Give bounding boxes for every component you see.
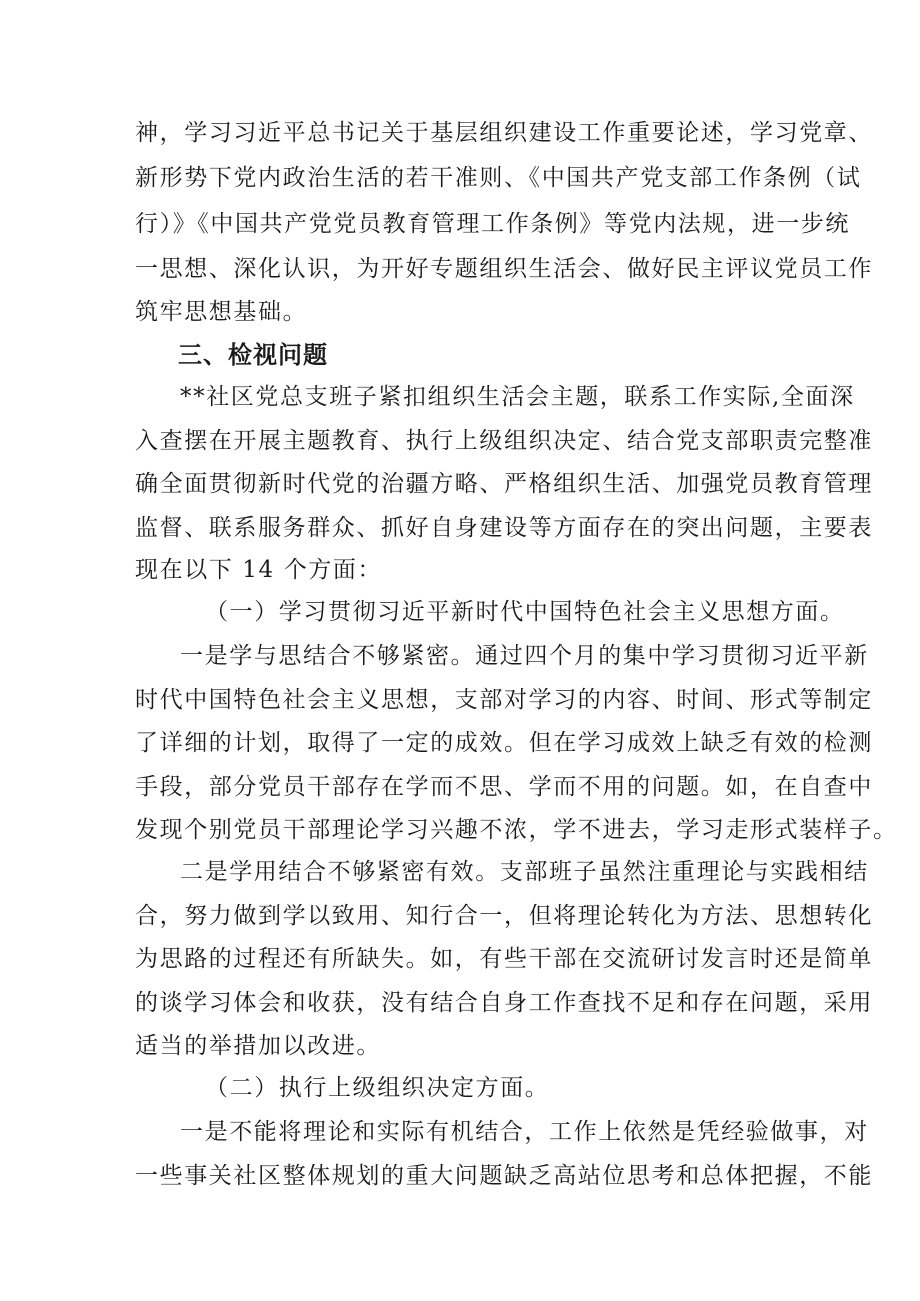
text-line: 神，学习习近平总书记关于基层组织建设工作重要论述，学习党章、 <box>135 120 873 146</box>
subheading: （二）执行上级组织决定方面。 <box>205 1075 550 1101</box>
text-line: 为思路的过程还有所缺失。如，有些干部在交流研讨发言时还是简单 <box>135 946 873 972</box>
text-line: 行）》《中国共产党党员教育管理工作条例》等党内法规，进一步统 <box>135 211 850 237</box>
text-line: 一些事关社区整体规划的重大问题缺乏高站位思考和总体把握，不能 <box>135 1163 873 1189</box>
text-line: 入查摆在开展主题教育、执行上级组织决定、结合党支部职责完整准 <box>135 428 873 454</box>
text-line: 了详细的计划，取得了一定的成效。但在学习成效上缺乏有效的检测 <box>135 730 873 756</box>
text-line: 合，努力做到学以致用、知行合一，但将理论转化为方法、思想转化 <box>135 903 873 929</box>
text-line: 监督、联系服务群众、抓好自身建设等方面存在的突出问题，主要表 <box>135 515 873 541</box>
text-line: 新形势下党内政治生活的若干准则、《中国共产党支部工作条例（试 <box>135 165 862 191</box>
text-line: 确全面贯彻新时代党的治疆方略、严格组织生活、加强党员教育管理 <box>135 471 873 497</box>
section-heading: 三、检视问题 <box>178 341 328 369</box>
text-line: 筑牢思想基础。 <box>135 299 308 325</box>
text-line: 时代中国特色社会主义思想，支部对学习的内容、时间、形式等制定 <box>135 687 873 713</box>
text-line: 手段，部分党员干部存在学而不思、学而不用的问题。如，在自查中 <box>135 774 873 800</box>
text-line: 适当的举措加以改进。 <box>135 1033 381 1059</box>
text-line: **社区党总支班子紧扣组织生活会主题，联系工作实际,全面深 <box>180 384 855 410</box>
text-line: 一是学与思结合不够紧密。通过四个月的集中学习贯彻习近平新 <box>180 643 869 669</box>
text-line: 一是不能将理论和实际有机结合，工作上依然是凭经验做事，对 <box>180 1119 869 1145</box>
text-line: 发现个别党员干部理论学习兴趣不浓，学不进去，学习走形式装样子。 <box>135 817 898 843</box>
text-line: 一思想、深化认识，为开好专题组织生活会、做好民主评议党员工作 <box>135 256 873 282</box>
text-line: 的谈学习体会和收获，没有结合自身工作查找不足和存在问题，采用 <box>135 990 873 1016</box>
text-line: 二是学用结合不够紧密有效。支部班子虽然注重理论与实践相结 <box>180 859 869 885</box>
subheading: （一）学习贯彻习近平新时代中国特色社会主义思想方面。 <box>205 599 845 625</box>
text-line: 现在以下 14 个方面： <box>135 557 383 583</box>
